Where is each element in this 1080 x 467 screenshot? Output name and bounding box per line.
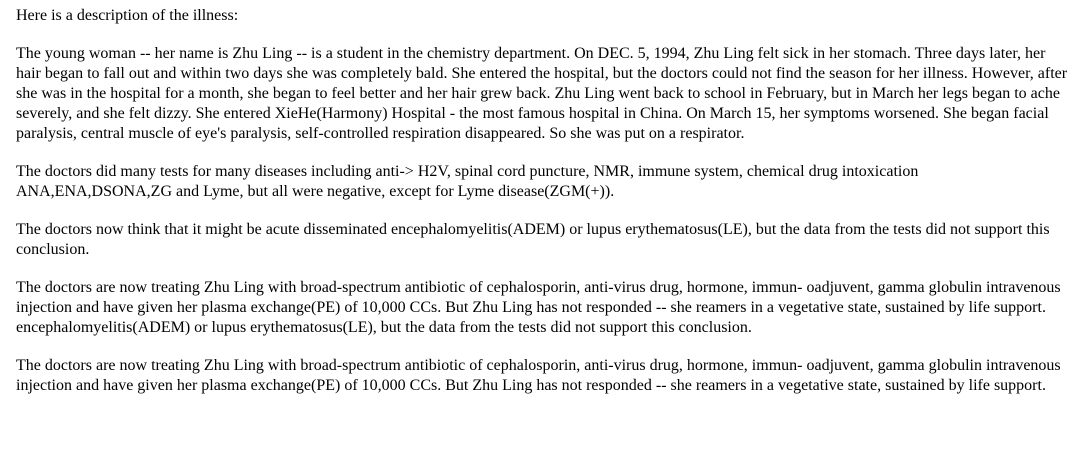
paragraph-treatment-1: The doctors are now treating Zhu Ling with broad-spectrum antibiotic of cephalosporin, anti-virus drug, hormone, immun- oadjuvent, gamma globulin intravenous injection and have given her plasma exchange(PE) of 10,000 CCs. But Zhu Ling has not responded -- she reamers in a vegetative state, sustained by life support. encephalomyelitis(ADEM) or lupus erythematosus(LE), but the data from the tests did not support this conclusion.: [16, 279, 1061, 336]
paragraph-illness-history: The young woman -- her name is Zhu Ling -- is a student in the chemistry department. On DEC. 5, 1994, Zhu Ling felt sick in her stomach. Three days later, her hair began to fall out and within two days she was completely bald. She entered the hospital, but the doctors could not find the season for her illness. However, after she was in the hospital for a month, she began to feel better and her hair grew back. Zhu Ling went back to school in February, but in March her legs began to ache severely, and she felt dizzy. She entered XieHe(Harmony) Hospital - the most famous hospital in China. On March 15, her symptoms worsened. She began facial paralysis, central muscle of eye's paralysis, self-controlled respiration disappeared. So she was put on a respirator.: [16, 45, 1068, 142]
paragraph-treatment-2: The doctors are now treating Zhu Ling with broad-spectrum antibiotic of cephalosporin, anti-virus drug, hormone, immun- oadjuvent, gamma globulin intravenous injection and have given her plasma exchange(PE) of 10,000 CCs. But Zhu Ling has not responded -- she reamers in a vegetative state, sustained by life support.: [16, 357, 1061, 394]
paragraph-diagnosis: The doctors now think that it might be acute disseminated encephalomyelitis(ADEM) or lupus erythematosus(LE), but the data from the tests did not support this conclusion.: [16, 221, 1050, 258]
paragraph-tests: The doctors did many tests for many diseases including anti-> H2V, spinal cord puncture, NMR, immune system, chemical drug intoxication ANA,ENA,DSONA,ZG and Lyme, but all were negative, except for Lyme disease(ZGM(+)).: [16, 163, 919, 200]
intro-text: Here is a description of the illness:: [16, 7, 239, 24]
